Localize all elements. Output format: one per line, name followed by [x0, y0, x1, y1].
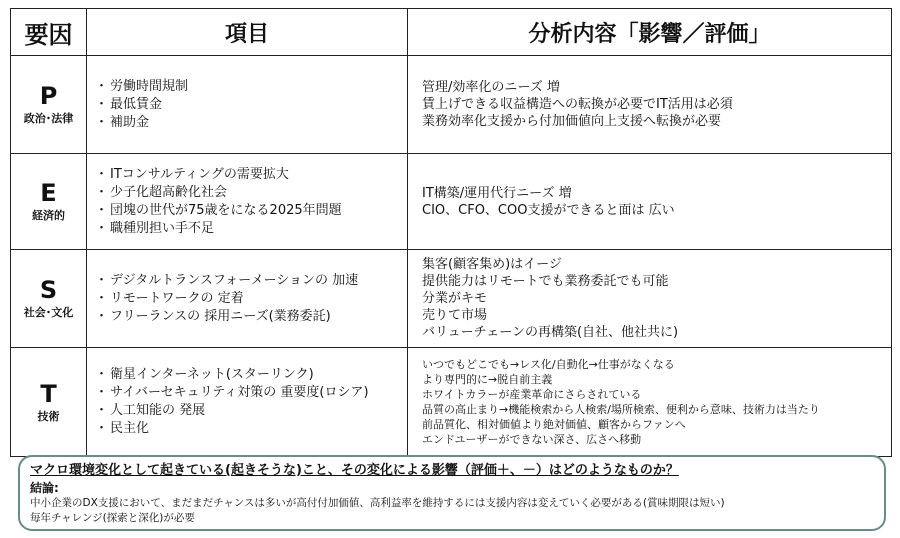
analysis-line: 分業がキモ [422, 291, 488, 306]
analysis-line: 売りて市場 [422, 308, 488, 323]
list-item: ・ 衛星インターネット(スターリンク) [101, 366, 407, 384]
list-item: ・ フリーランスの 採用ニーズ(業務委託) [101, 308, 407, 326]
analysis-line: 業務効率化支援から付加価値向上支援へ転換が必要 [422, 114, 722, 129]
factor-letter: P [39, 82, 58, 110]
factor-name: 技術 [37, 409, 60, 423]
list-item: ・ 少子化超高齢化社会 [101, 184, 407, 202]
list-item: ・ サイバーセキュリティ対策の 重要度(ロシア) [101, 384, 407, 402]
analysis-line: 提供能力はリモートでも業務委託でも可能 [422, 274, 669, 289]
header-items: 項目 [87, 9, 408, 56]
items-cell [87, 348, 408, 457]
analysis-line: 集客(顧客集め)はイージ [422, 257, 562, 272]
summary-question: マクロ環境変化として起きている(起きそうな)こと、その変化による影響（評価＋、－）はどのようなものか？ [30, 463, 679, 478]
factor-letter: T [40, 379, 57, 408]
factor-name: 経済的 [32, 209, 65, 222]
factor-cell [11, 154, 87, 250]
conclusion-label: 結論: [30, 481, 59, 495]
header-row [11, 9, 892, 56]
analysis-line: CIO、CFO、COO支援ができると面は 広い [422, 202, 675, 218]
analysis-line: 前品質化、相対価値より絶対価値、顧客からファンへ [422, 418, 686, 431]
analysis-cell [408, 154, 892, 250]
list-item: ・ 最低賃金 [101, 96, 407, 114]
analysis-line: 品質の高止まり→機能検索から人検索/場所検索、便利から意味、技術力は当たり [422, 403, 820, 416]
analysis-line: 管理/効率化のニーズ 増 [422, 80, 560, 95]
table-row [11, 56, 892, 154]
table-row [11, 348, 892, 457]
header-analysis: 分析内容「影響／評価」 [408, 9, 892, 56]
conclusion-line: 中小企業のDX支援において、まだまだチャンスは多いが高付付加価値、高利益率を維持するには支援内容は変えていく必要がある(賞味期限は短い) [30, 497, 725, 509]
list-item: ・ リモートワークの 定着 [101, 290, 407, 308]
list-item: ・ ITコンサルティングの需要拡大 [101, 166, 407, 184]
analysis-line: 賃上げできる収益構造への転換が必要でIT活用は必須 [422, 97, 733, 112]
analysis-cell [408, 348, 892, 457]
factor-cell [11, 250, 87, 348]
items-cell [87, 56, 408, 154]
list-item: ・ 団塊の世代が75歳をになる2025年問題 [101, 202, 407, 220]
header-factor: 要因 [11, 9, 87, 56]
list-item: ・ デジタルトランスフォーメーションの 加速 [101, 272, 407, 290]
summary-box [18, 455, 886, 531]
factor-name: 政治･法律 [23, 112, 74, 125]
factor-cell [11, 348, 87, 457]
list-item: ・ 補助金 [101, 114, 407, 132]
analysis-line: バリューチェーンの再構築(自社、他社共に) [422, 325, 679, 340]
table-row [11, 250, 892, 348]
pest-table [10, 8, 892, 457]
analysis-line: ホワイトカラーが産業革命にさらされている [422, 388, 642, 401]
conclusion-line: 毎年チャレンジ(探索と深化)が必要 [30, 512, 195, 524]
items-cell [87, 250, 408, 348]
factor-name: 社会･文化 [23, 306, 74, 319]
list-item: ・ 職種別担い手不足 [101, 220, 407, 238]
factor-letter: S [39, 276, 58, 304]
list-item: ・ 労働時間規制 [101, 78, 407, 96]
table-row [11, 154, 892, 250]
items-cell [87, 154, 408, 250]
analysis-cell [408, 250, 892, 348]
list-item: ・ 人工知能の 発展 [101, 402, 407, 420]
analysis-line: いつでもどこでも→レス化/自動化→仕事がなくなる [422, 358, 675, 371]
analysis-line: より専門的に→脱自前主義 [422, 373, 553, 386]
factor-cell [11, 56, 87, 154]
list-item: ・ 民主化 [101, 420, 407, 438]
factor-letter: E [40, 179, 57, 207]
analysis-line: IT構築/運用代行ニーズ 増 [422, 185, 572, 201]
analysis-line: エンドユーザーができない深さ、広さへ移動 [422, 433, 642, 446]
analysis-cell [408, 56, 892, 154]
